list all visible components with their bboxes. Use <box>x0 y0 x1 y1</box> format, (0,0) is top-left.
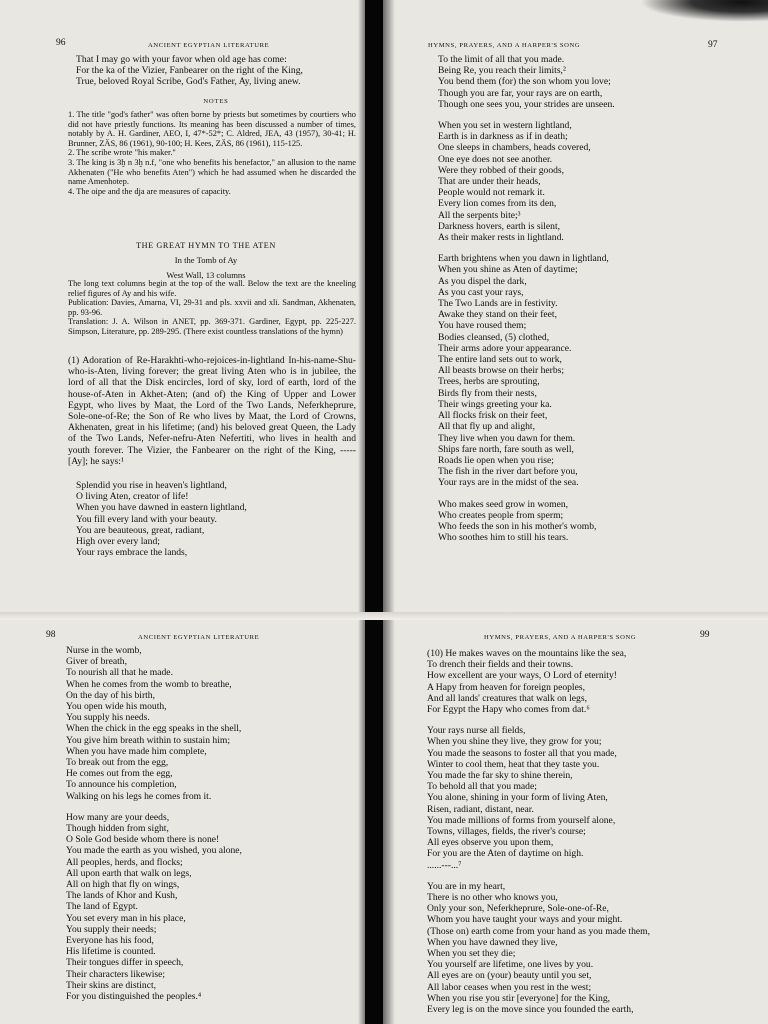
verse-line: Nurse in the womb, <box>66 645 142 656</box>
verse-line: You made the seasons to foster all that you made, <box>427 747 617 759</box>
verse-line: When he comes from the womb to breathe, <box>66 678 232 690</box>
verse-line: Whom you have taught your ways and your might. <box>427 914 623 926</box>
verse-line: ......---...⁷ <box>427 859 462 871</box>
verse-line: On the day of his birth, <box>66 689 155 701</box>
verse-line: The entire land sets out to work, <box>438 354 562 366</box>
verse-line: All eyes observe you upon them, <box>427 837 554 849</box>
page-97-body <box>438 54 738 543</box>
verse-line: People would not remark it. <box>438 187 545 199</box>
verse-line: You supply their needs; <box>66 923 157 935</box>
verse-line: Their tongues differ in speech, <box>66 957 184 969</box>
verse-line: Your rays are in the midst of the sea. <box>438 477 579 489</box>
opening-lines <box>76 54 356 88</box>
page-96-body <box>76 54 356 111</box>
page-99-body <box>427 648 757 1015</box>
verse-line: All eyes are on (your) beauty until you set, <box>427 970 592 982</box>
verse-line: When you shine they live, they grow for you; <box>427 736 602 748</box>
hymn-intro <box>56 279 356 337</box>
verse-line: Though hidden from sight, <box>66 823 169 835</box>
verse-line: You give him breath within to sustain him; <box>66 734 230 746</box>
stanza <box>427 725 757 871</box>
verse-line: There is no other who knows you, <box>427 892 558 904</box>
verse-line: Walking on his legs he comes from it. <box>66 790 212 802</box>
verse-line: Who makes seed grow in women, <box>438 498 569 510</box>
verse-line: Though one sees you, your strides are unseen. <box>438 98 615 110</box>
verse-line: That I may go with your favor when old age has come: <box>76 54 287 65</box>
footnote: 1. The title "god's father" was often borne by priests but sometimes by courtiers who did not have priestly functions. Its meaning has been discussed a number of times, notably by A. H. Gardiner, AEO, I, 47*-52*; C. Aldred, JEA, 43 (1957), 30-41; H. Brunner, ZÄS, 86 (1961), 90-100; H. Kees, ZÄS, 86 (1961), 115-125. <box>68 110 356 148</box>
verse-line: That are under their heads, <box>438 176 541 188</box>
hymn-heading-block <box>56 194 356 282</box>
verse-line: All peoples, herds, and flocks; <box>66 856 183 868</box>
verse-line: You yourself are lifetime, one lives by you. <box>427 959 594 971</box>
verse-line: All beasts browse on their herbs; <box>438 365 565 377</box>
verse-line: You fill every land with your beauty. <box>76 513 217 525</box>
verse-line: Your rays embrace the lands, <box>76 547 188 559</box>
book-gutter <box>365 0 383 1024</box>
running-header: ANCIENT EGYPTIAN LITERATURE <box>138 634 260 641</box>
stanza <box>66 812 356 1002</box>
verse-line: Risen, radiant, distant, near. <box>427 803 534 815</box>
verse-line: One sleeps in chambers, heads covered, <box>438 142 591 154</box>
verse-line: The Two Lands are in festivity. <box>438 298 558 310</box>
verse-line: You are in my heart, <box>427 880 506 892</box>
stanza-break <box>438 243 738 253</box>
verse-line: Their skins are distinct, <box>66 979 157 991</box>
verse-line: When you have made him complete, <box>66 745 207 757</box>
verse-line: Who soothes him to still his tears. <box>438 532 569 544</box>
verse-line: You alone, shining in your form of living Aten, <box>427 792 608 804</box>
page-number: 97 <box>708 40 718 50</box>
verse-line: One eye does not see another. <box>438 153 553 165</box>
verse-line: O living Aten, creator of life! <box>76 491 189 503</box>
page-number: 98 <box>46 630 56 640</box>
spread-divider <box>0 612 768 620</box>
stanza <box>438 54 738 110</box>
verse-line: Their wings greeting your ka. <box>438 398 552 410</box>
notes <box>56 110 356 196</box>
verse-line: High over every land; <box>76 536 160 548</box>
subtitle: In the Tomb of Ay <box>174 255 238 266</box>
translation-text: Translation: J. A. Wilson in ANET, pp. 369-371. Gardiner, Egypt, pp. 225-227. Simpson, Literature, pp. 289-295. (There exist countless translations of the hymn) <box>68 317 356 336</box>
verse-line: And all lands' creatures that walk on legs, <box>427 692 587 704</box>
verse-line: All flocks frisk on their feet, <box>438 410 548 422</box>
verse-line: You have roused them; <box>438 320 527 332</box>
verse-line: They live when you dawn for them. <box>438 432 576 444</box>
footnote: 4. The oipe and the dja are measures of capacity. <box>68 186 231 196</box>
page-number: 96 <box>56 38 66 48</box>
verse-line: Towns, villages, fields, the river's course; <box>427 826 586 838</box>
verse-line: Only your son, Neferkheprure, Sole-one-of-Re, <box>427 903 609 915</box>
verse-line: All upon earth that walk on legs, <box>66 867 192 879</box>
verse-line: You set every man in his place, <box>66 912 186 924</box>
verse-line: To nourish all that he made. <box>66 667 173 679</box>
stanza-break <box>438 110 738 120</box>
verse-line: Though you are far, your rays are on earth, <box>438 87 603 99</box>
page-number: 99 <box>700 630 710 640</box>
verse-line: For the ka of the Vizier, Fanbearer on the right of the King, <box>76 65 303 77</box>
verse-line: A Hapy from heaven for foreign peoples, <box>427 681 585 693</box>
verse-line: For Egypt the Hapy who comes from dat.⁶ <box>427 704 590 716</box>
verse-line: To announce his completion, <box>66 779 177 791</box>
stanza <box>427 881 757 1015</box>
verse-line: Ships fare north, fare south as well, <box>438 443 574 455</box>
running-header: HYMNS, PRAYERS, AND A HARPER'S SONG <box>428 42 581 49</box>
verse-line: Giver of breath, <box>66 656 128 668</box>
stanza-break <box>427 871 757 881</box>
gutter-shadow <box>383 0 395 1024</box>
verse-line: Trees, herbs are sprouting, <box>438 376 540 388</box>
verse-line: As you cast your rays, <box>438 286 524 298</box>
intro-text: The long text columns begin at the top of the wall. Below the text are the kneeling relief figures of Ay and his wife. <box>68 279 356 298</box>
verse-96 <box>76 480 356 558</box>
verse-line: To drench their fields and their towns. <box>427 659 574 671</box>
verse-line: He comes out from the egg, <box>66 768 173 780</box>
verse-line: When the chick in the egg speaks in the shell, <box>66 723 242 735</box>
publication-text: Publication: Davies, Amarna, VI, 29-31 and pls. xxvii and xli. Sandman, Akhenaten, pp. 93-96. <box>68 298 356 317</box>
verse-line: Their arms adore your appearance. <box>438 342 572 354</box>
verse-line: The land of Egypt. <box>66 901 138 913</box>
verse-line: The lands of Khor and Kush, <box>66 890 178 902</box>
subtitle: West Wall, 13 columns <box>166 270 246 281</box>
verse-line: Being Re, you reach their limits,² <box>438 65 566 77</box>
footnote: 2. The scribe wrote "his maker." <box>68 148 176 158</box>
verse-line: (Those on) earth come from your hand as you made them, <box>427 925 650 937</box>
stanza <box>427 648 757 715</box>
verse-line: O Sole God beside whom there is none! <box>66 834 220 846</box>
verse-line: You open wide his mouth, <box>66 701 167 713</box>
verse-line: You are beauteous, great, radiant, <box>76 524 205 536</box>
verse-line: The fish in the river dart before you, <box>438 466 578 478</box>
verse-line: When you shine as Aten of daytime; <box>438 264 578 276</box>
verse-line: Your rays nurse all fields, <box>427 725 526 737</box>
verse-line: You supply his needs. <box>66 712 150 724</box>
notes-heading: NOTES <box>203 97 229 105</box>
verse-line: Roads lie open when you rise; <box>438 454 554 466</box>
verse-line: When you have dawned in eastern lightland, <box>76 502 247 514</box>
verse-line: You made the far sky to shine therein, <box>427 770 573 782</box>
verse-line: (10) He makes waves on the mountains like the sea, <box>427 648 627 659</box>
running-header: HYMNS, PRAYERS, AND A HARPER'S SONG <box>484 634 637 641</box>
verse-line: Earth is in darkness as if in death; <box>438 131 568 143</box>
footnote: 3. The king is 3ḫ n 3ḫ n.f, "one who benefits his benefactor," an allusion to the name Akhenaten ("He who benefits Aten") which he had assumed when he discarded the name Amenhotep. <box>68 157 356 187</box>
verse-line: Who creates people from sperm; <box>438 509 564 521</box>
verse-line: To behold all that you made; <box>427 781 537 793</box>
verse-line: When you rise you stir [everyone] for the King, <box>427 992 611 1004</box>
page-98-body <box>66 645 356 1002</box>
verse-line: All labor ceases when you rest in the west; <box>427 981 592 993</box>
running-header: ANCIENT EGYPTIAN LITERATURE <box>148 42 270 49</box>
verse-line: To the limit of all that you made. <box>438 54 565 65</box>
stanza-break <box>438 489 738 499</box>
verse-line: Every lion comes from its den, <box>438 198 557 210</box>
stanza <box>438 253 738 488</box>
verse-line: You bend them (for) the son whom you love; <box>438 76 611 88</box>
verse-line: Awake they stand on their feet, <box>438 309 557 321</box>
verse-line: How excellent are your ways, O Lord of eternity! <box>427 670 617 682</box>
verse-line: When you set they die; <box>427 948 516 960</box>
verse-line: For you are the Aten of daytime on high. <box>427 848 584 860</box>
section-title: THE GREAT HYMN TO THE ATEN <box>136 241 276 250</box>
verse-line: When you set in western lightland, <box>438 120 572 132</box>
scan-smudge <box>640 0 768 22</box>
verse-line: Who feeds the son in his mother's womb, <box>438 520 597 532</box>
stanza-break <box>427 715 757 725</box>
verse-line: As you dispel the dark, <box>438 275 527 287</box>
verse-line: Winter to cool them, heat that they taste you. <box>427 758 600 770</box>
stanza <box>66 645 356 802</box>
verse-line: Splendid you rise in heaven's lightland, <box>76 480 227 491</box>
verse-line: You made the earth as you wished, you alone, <box>66 845 242 857</box>
verse-line: Every leg is on the move since you founded the earth, <box>427 1004 634 1016</box>
verse-line: Everyone has his food, <box>66 935 154 947</box>
verse-line: When you have dawned they live, <box>427 936 558 948</box>
verse-line: Darkness hovers, earth is silent, <box>438 220 561 232</box>
verse-line: Their characters likewise; <box>66 968 166 980</box>
verse-line: All on high that fly on wings, <box>66 879 180 891</box>
verse-line: Birds fly from their nests, <box>438 387 537 399</box>
verse-line: Were they robbed of their goods, <box>438 164 565 176</box>
adoration-paragraph <box>56 355 356 467</box>
verse-line: For you distinguished the peoples.⁴ <box>66 991 202 1003</box>
stanza <box>438 120 738 243</box>
verse-line: All the serpents bite;³ <box>438 209 521 221</box>
stanza <box>438 499 738 544</box>
verse-line: You made millions of forms from yourself alone, <box>427 814 616 826</box>
verse-line: His lifetime is counted. <box>66 946 156 958</box>
verse-line: True, beloved Royal Scribe, God's Father, Ay, living anew. <box>76 76 301 88</box>
verse-line: Earth brightens when you dawn in lightland, <box>438 253 609 265</box>
verse-line: All that fly up and alight, <box>438 421 535 433</box>
verse-line: As their maker rests in lightland. <box>438 232 564 244</box>
verse-line: To break out from the egg, <box>66 757 169 769</box>
verse-line: Bodies cleansed, (5) clothed, <box>438 331 550 343</box>
stanza-break <box>66 802 356 812</box>
adoration-text: (1) Adoration of Re-Harakhti-who-rejoices-in-lightland In-his-name-Shu-who-is-Aten, living forever; the great living Aten who is in jubilee, the lord of all that the Disk encircles, lord of sky, lord of earth, lord of the house-of-Aten in Akhet-Aten; (and of) the King of Upper and Lower Egypt, who lives by Maat, the Lord of the Two Lands, Neferkheprure, Sole-one-of-Re; the Son of Re who lives by Maat, the Lord of Crowns, Akhenaten, great in his lifetime; (and) his beloved great Queen, the Lady of the Two Lands, Nefer-nefru-Aten Nefertiti, who lives in health and youth forever. The Vizier, the Fanbearer on the right of the King, ----- [Ay]; he says:¹ <box>68 355 356 467</box>
verse-line: How many are your deeds, <box>66 811 170 823</box>
